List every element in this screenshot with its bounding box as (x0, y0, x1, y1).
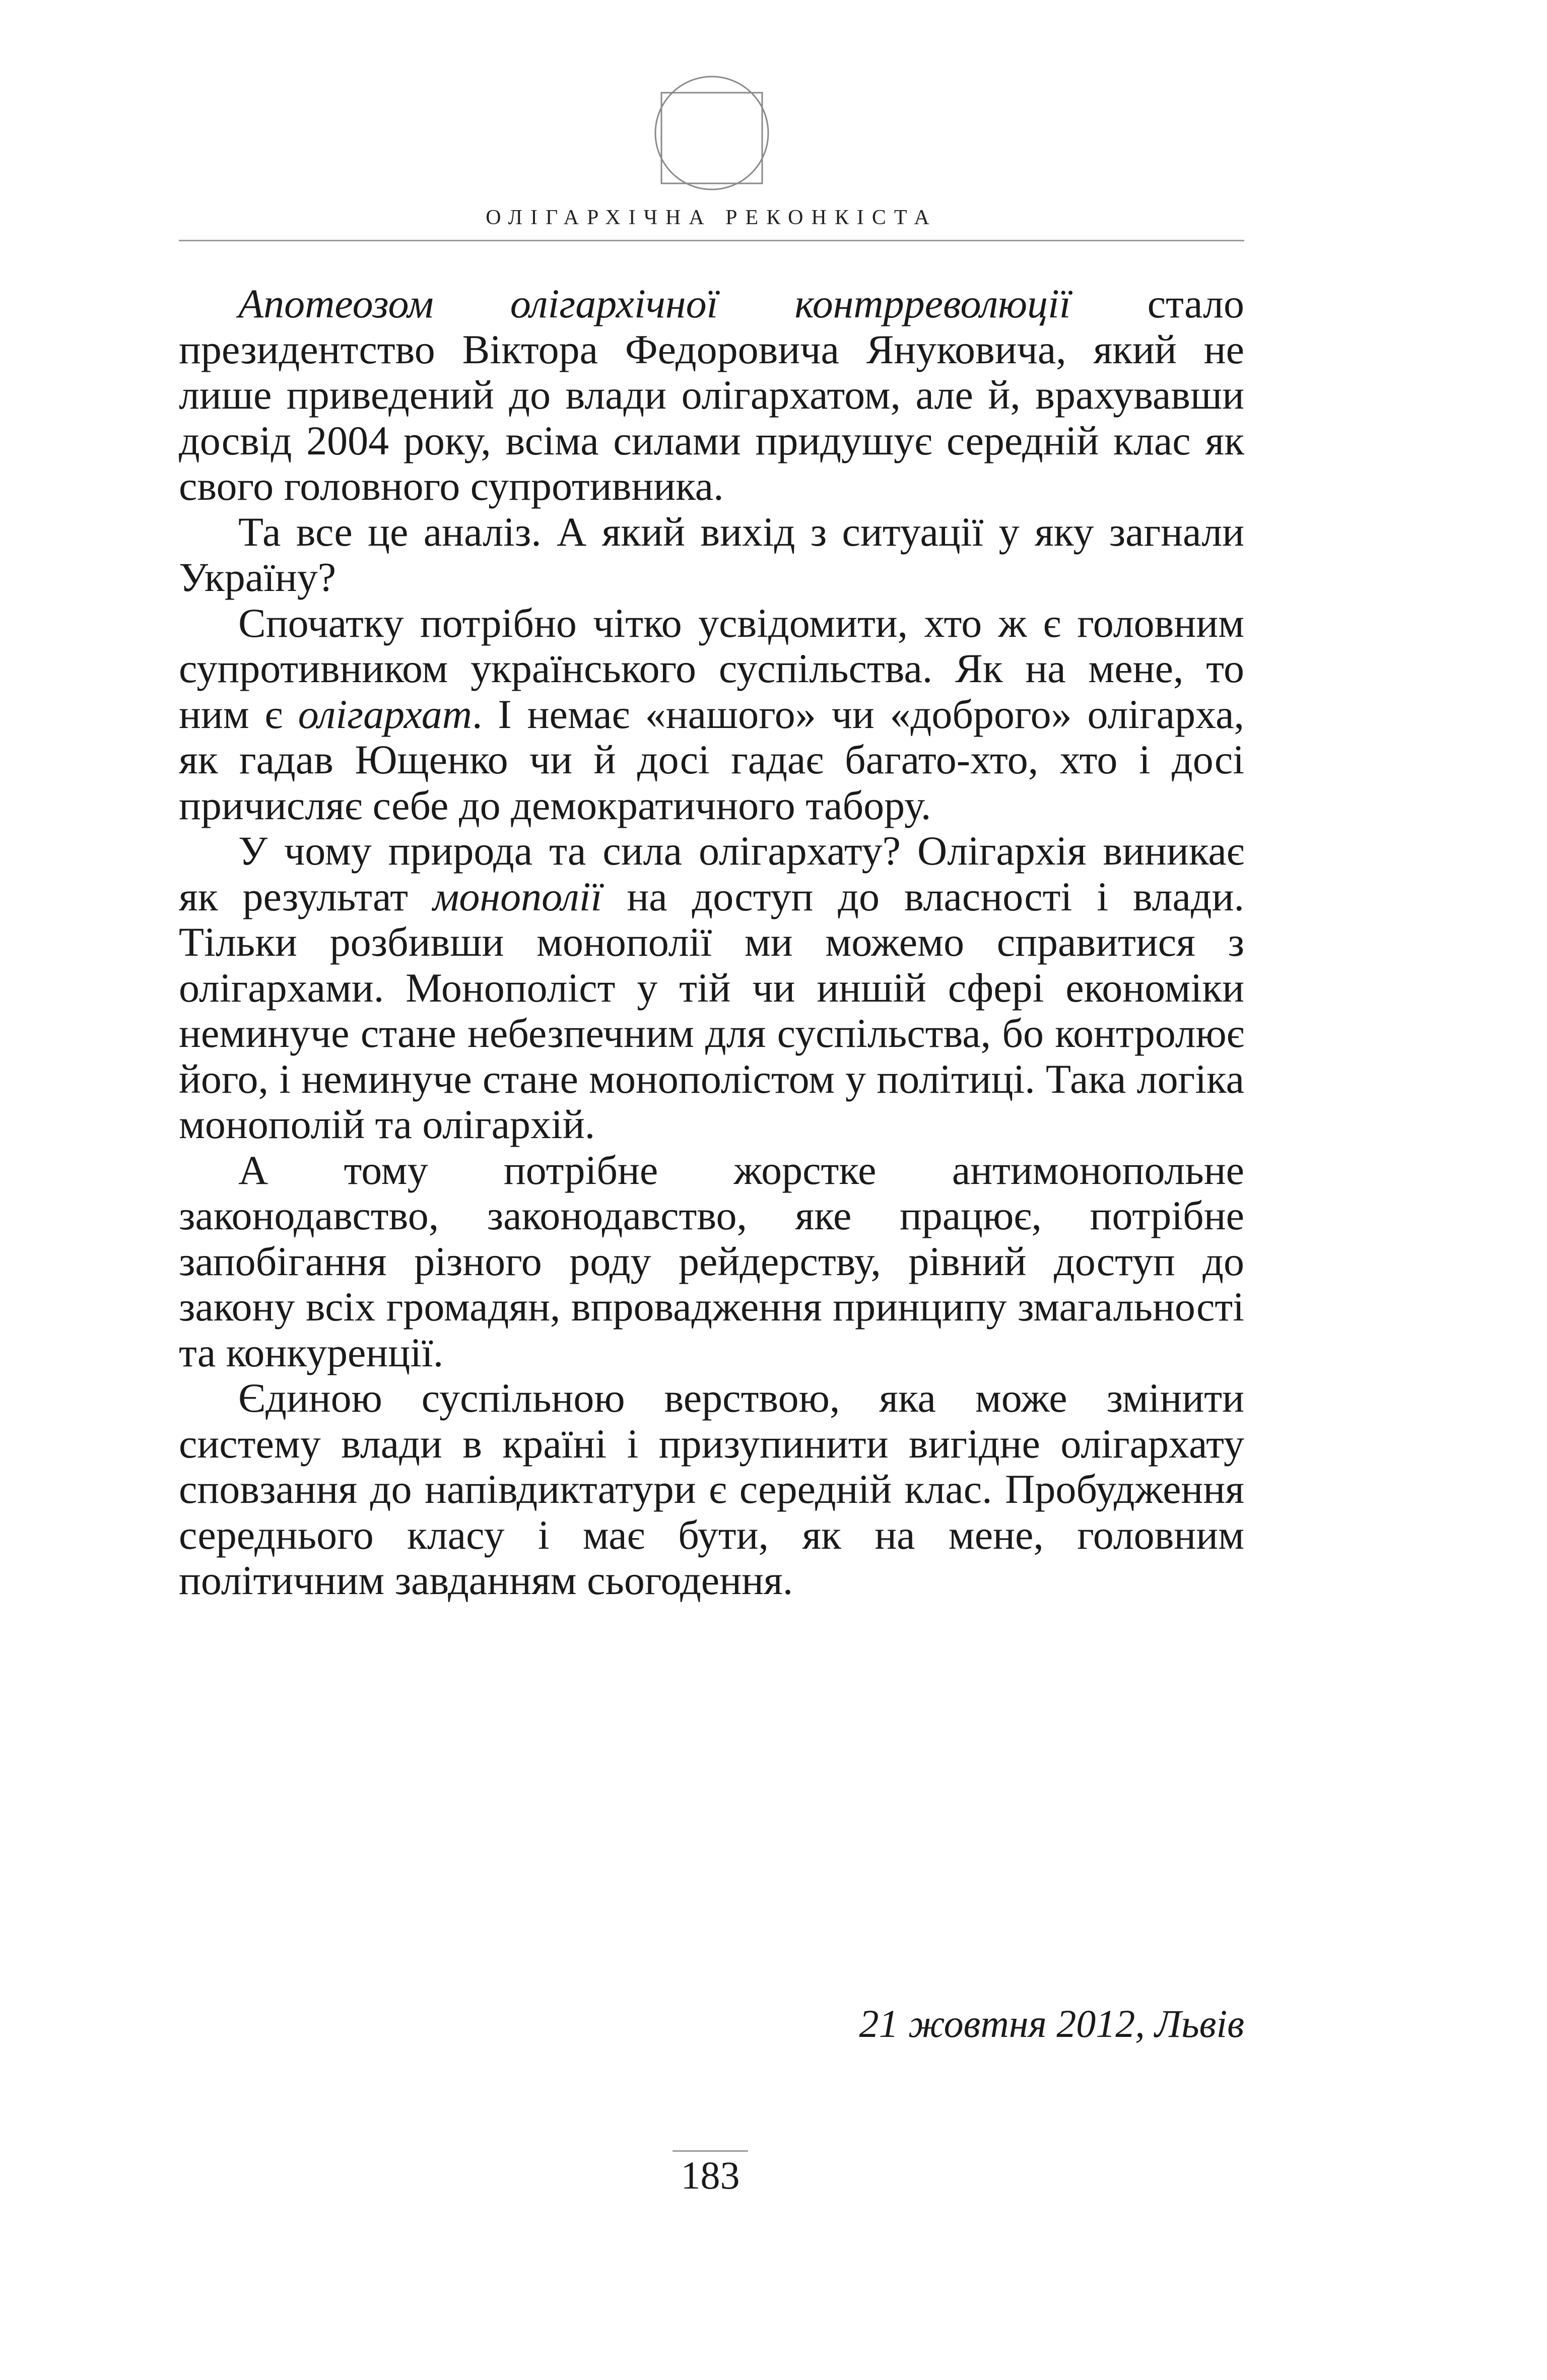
italic-emphasis: олігархат (298, 691, 473, 737)
header-rule (179, 240, 1244, 241)
body-paragraph (179, 1375, 1244, 1604)
body-paragraph (179, 1148, 1244, 1376)
paragraph-text: А тому потрібне жорстке антимонопольне законодавство, законодавство, яке працює, потрібне запобігання різного роду рейдерству, рівний доступ до закону всіх громадян, впровадження принципу змагальності та конкуренції. (179, 1147, 1244, 1375)
paragraph-text: У чому природа та сила олігархату? Олігархія виникає як результат (179, 828, 1244, 919)
body-paragraph (179, 601, 1244, 829)
body-paragraph (179, 509, 1244, 601)
page-number: 183 (672, 2150, 748, 2198)
paragraph-text: Єдиною суспільною верствою, яка може змінити систему влади в країні і призупинити вигідне олігархату сповзання до напівдиктатури є середній клас. Пробудження середнього класу і має бути, як на мене, головним політичним завданням сьогодення. (179, 1375, 1244, 1603)
paragraph-text: на доступ до власності і влади. Тільки розбивши монополії ми можемо справитися з олігархами. Монополіст у тій чи иншій сфері економіки неминуче стане небезпечним для суспільства, бо контролює його, і неминуче стане монополістом у політиці. Така логіка монополій та олігархій. (179, 873, 1244, 1147)
circle-square-emblem-icon (653, 75, 770, 191)
running-head-title: ОЛІГАРХІЧНА РЕКОНКІСТА (486, 206, 937, 229)
paragraph-text: . І немає «нашого» чи «доброго» олігарха, як гадав Ющенко чи й досі гадає багато-хто, хто і досі причисляє себе до демократичного табору. (179, 691, 1244, 828)
paragraph-text: стало президентство Віктора Федоровича Януковича, який не лише приведений до влади олігархатом, але й, врахувавши досвід 2004 року, всіма силами придушує середній клас як свого головного супротивника. (179, 281, 1244, 509)
paragraph-text: Спочатку потрібно чітко усвідомити, хто ж є головним супротивником українського суспільства. Як на мене, то ним є (179, 600, 1244, 737)
italic-emphasis: Апотеозом олігархічної контрреволюції (238, 281, 1071, 326)
body-paragraph (179, 828, 1244, 1148)
italic-emphasis: монополії (433, 873, 602, 919)
body-paragraph (179, 281, 1244, 509)
article-body (179, 281, 1244, 1604)
dateline: 21 жовтня 2012, Львів (859, 2002, 1244, 2045)
paragraph-text: Та все це аналіз. А який вихід з ситуації у яку загнали Україну? (179, 508, 1244, 600)
